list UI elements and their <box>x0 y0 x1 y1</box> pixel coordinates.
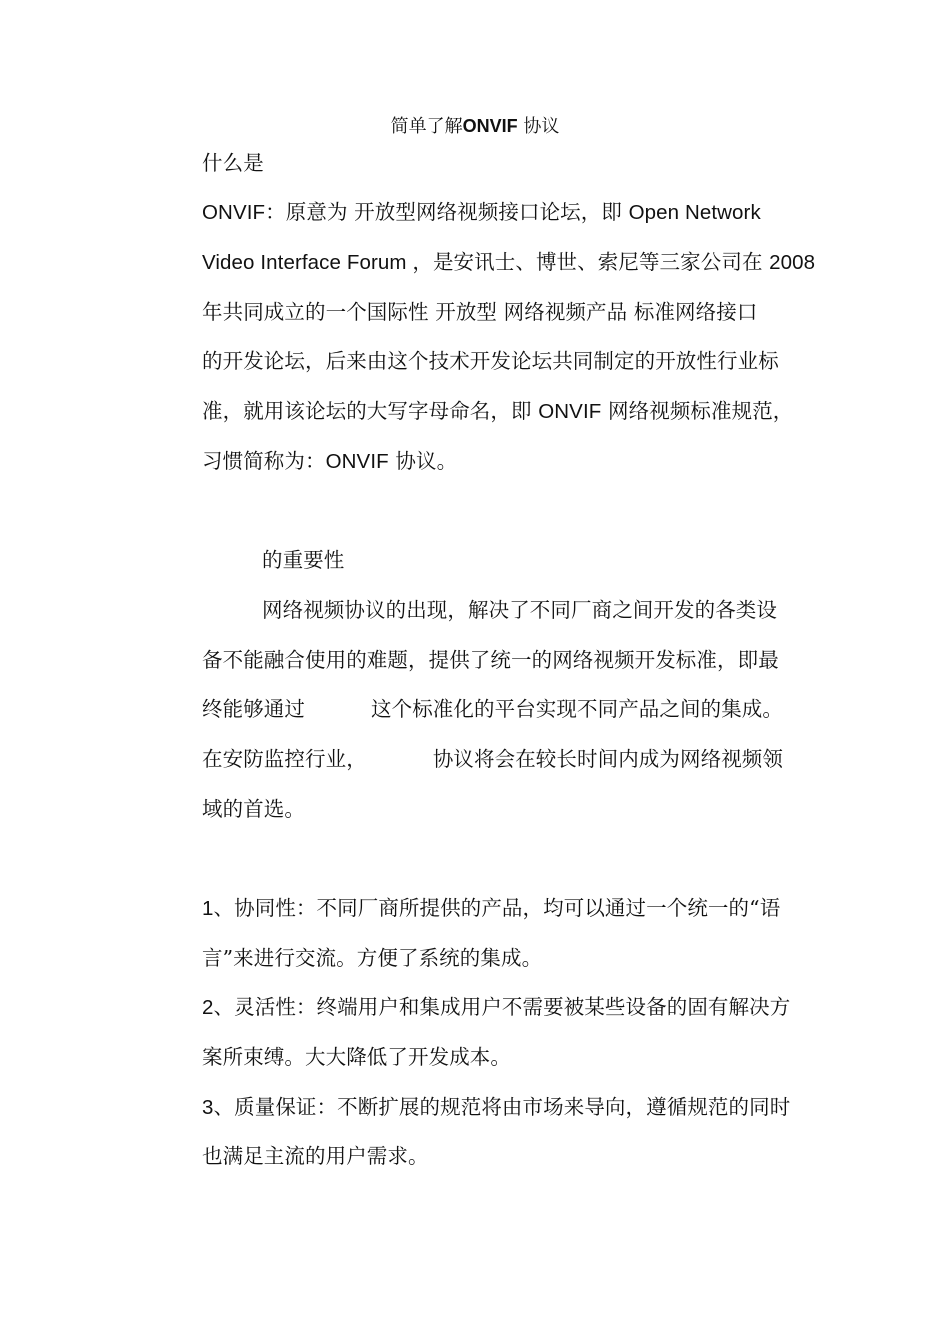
s1l2-c: 2008 <box>769 251 816 274</box>
section1-line-1 <box>202 197 761 228</box>
section2-line-3 <box>202 694 783 724</box>
s1l5-b: 准，就用该论坛的大写字母命名，即 <box>202 399 539 423</box>
item3-text: 、质量保证：不断扩展的规范将由市场来导向，遵循规范的同时 <box>213 1095 791 1119</box>
item1-text: 、协同性：不同厂商所提供的产品，均可以通过一个统一的“语 <box>213 896 781 920</box>
section2-heading: 的重要性 <box>262 548 345 572</box>
s1l6-c: ONVIF <box>325 450 389 473</box>
list-item-2-line-2: 案所束缚。大大降低了开发成本。 <box>202 1045 511 1069</box>
title-latin: ONVIF <box>462 116 518 136</box>
list-item-1-line-2: 言”来进行交流。方便了系统的集成。 <box>202 946 543 970</box>
s1l2-b: ，是安讯士、博世、索尼等三家公司在 <box>412 250 770 274</box>
s1l1-b: 原意为 开放型网络视频接口论坛，即 <box>285 200 629 224</box>
title-prefix: 简单了解 <box>390 116 463 137</box>
section1-line-2 <box>202 247 815 278</box>
item2-text: 、灵活性：终端用户和集成用户不需要被某些设备的固有解决方 <box>213 995 791 1019</box>
item3-num: 3 <box>202 1096 214 1119</box>
s1l5-c: ONVIF <box>538 400 602 423</box>
s1l6-tail: 协议。 <box>388 449 458 473</box>
list-item-3-line-2: 也满足主流的用户需求。 <box>202 1144 429 1168</box>
s1l5-tail: 网络视频标准规范， <box>601 399 794 423</box>
s2l4-b: 协议将会在较长时间内成为网络视频领 <box>432 747 784 771</box>
section2-line-4 <box>202 744 783 774</box>
section2-line-2: 备不能融合使用的难题，提供了统一的网络视频开发标准，即最 <box>202 648 779 672</box>
s1l1-a: ONVIF： <box>202 201 286 224</box>
document-title <box>0 113 950 140</box>
section1-line-3: 年共同成立的一个国际性 开放型 网络视频产品 标准网络接口 <box>202 300 758 324</box>
item1-num: 1 <box>202 897 214 920</box>
item2-num: 2 <box>202 996 214 1019</box>
s2l3-b: 这个标准化的平台实现不同产品之间的集成。 <box>371 697 783 721</box>
s2l4-a: 在安防监控行业， <box>202 747 367 771</box>
s2l3-a: 终能够通过 <box>202 697 305 721</box>
list-item-2-line-1 <box>202 992 790 1023</box>
section1-line-4: 的开发论坛，后来由这个技术开发论坛共同制定的开放性行业标 <box>202 349 779 373</box>
section1-line-6 <box>202 446 457 477</box>
s1l1-c: Open Network <box>628 201 761 224</box>
s1l2-a: Video Interface Forum <box>202 251 413 274</box>
s1l6-b: 习惯简称为： <box>202 449 326 473</box>
section1-heading: 什么是 <box>202 151 264 175</box>
section1-line-5 <box>202 396 793 427</box>
list-item-3-line-1 <box>202 1092 790 1123</box>
list-item-1-line-1 <box>202 893 780 924</box>
title-suffix: 协议 <box>517 116 560 137</box>
section2-line-5: 域的首选。 <box>202 797 305 821</box>
section2-line-1: 网络视频协议的出现，解决了不同厂商之间开发的各类设 <box>262 598 777 622</box>
